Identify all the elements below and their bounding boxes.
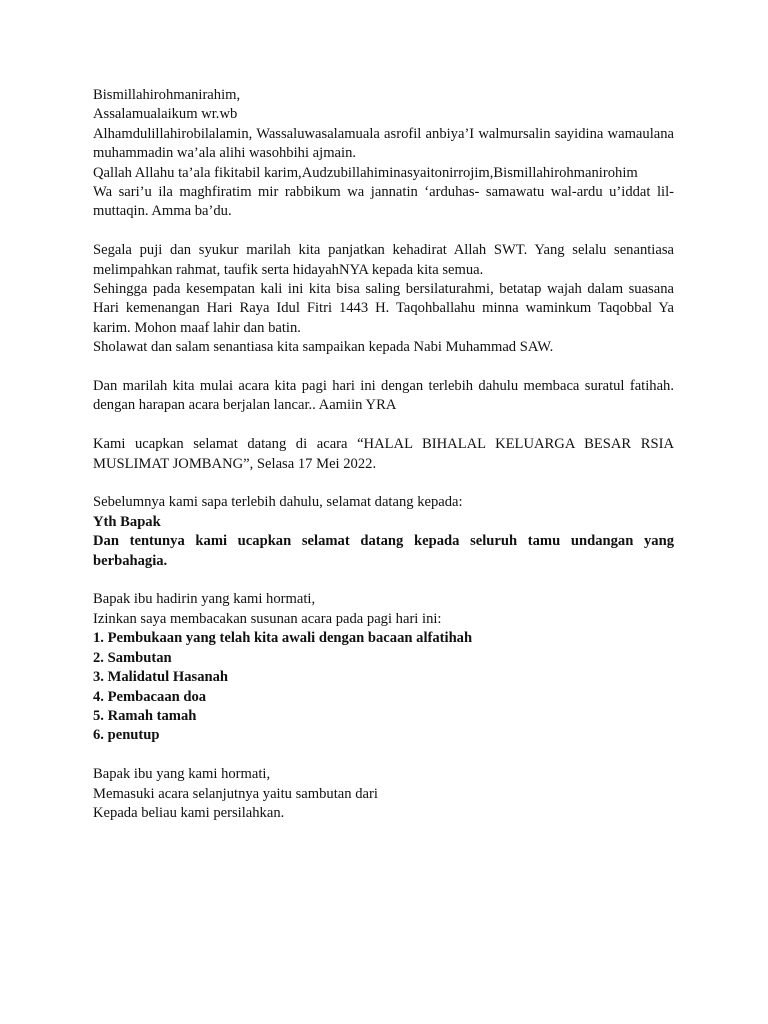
- salam-line: Assalamualaikum wr.wb: [93, 106, 238, 123]
- greeting-section: [93, 493, 674, 571]
- closing-next-line: Memasuki acara selanjutnya yaitu sambutan dari: [93, 785, 378, 802]
- agenda-item: 6. penutup: [93, 727, 160, 744]
- praise-paragraph: Segala puji dan syukur marilah kita panjatkan kehadirat Allah SWT. Yang selalu senantiasa melimpahkan rahmat, taufik serta hidayahNYA kepada kita semua.: [93, 242, 674, 278]
- fatihah-paragraph: Dan marilah kita mulai acara kita pagi hari ini dengan terlebih dahulu membaca suratul fatihah. dengan harapan acara berjalan lancar.. Aamiin YRA: [93, 378, 674, 414]
- document-page: [93, 86, 674, 823]
- sholawat-paragraph: Sholawat dan salam senantiasa kita sampaikan kepada Nabi Muhammad SAW.: [93, 339, 554, 356]
- agenda-item: 1. Pembukaan yang telah kita awali dengan bacaan alfatihah: [93, 630, 473, 647]
- greeting-yth: Yth Bapak: [93, 513, 161, 530]
- spacer: [93, 222, 674, 241]
- hamdalah-paragraph: Alhamdulillahirobilalamin, Wassaluwasalamuala asrofil anbiya’I walmursalin sayidina wamaulana muhammadin wa’ala alihi wasohbihi ajmain.: [93, 125, 674, 162]
- quran-intro-line: Qallah Allahu ta’ala fikitabil karim,Audzubillahiminasyaitonirrojim,Bismillahirohmanirohim: [93, 164, 638, 181]
- silaturahmi-paragraph: Sehingga pada kesempatan kali ini kita bisa saling bersilaturahmi, betatap wajah dalam suasana Hari kemenangan Hari Raya Idul Fitri 1443 H. Taqohballahu minna waminkum Taqobbal Ya karim. Mohon maaf lahir dan batin.: [93, 281, 674, 336]
- spacer: [93, 358, 674, 377]
- opening-section: [93, 86, 674, 222]
- quran-verse-paragraph: Wa sari’u ila maghfiratim mir rabbikum wa jannatin ‘arduhas- samawatu wal-ardu u’iddat lil-muttaqin. Amma ba’du.: [93, 184, 674, 220]
- greeting-intro: Sebelumnya kami sapa terlebih dahulu, selamat datang kepada:: [93, 494, 463, 511]
- agenda-item: 5. Ramah tamah: [93, 707, 197, 724]
- spacer: [93, 416, 674, 435]
- spacer: [93, 746, 674, 765]
- greeting-guests: Dan tentunya kami ucapkan selamat datang kepada seluruh tamu undangan yang berbahagia.: [93, 533, 674, 569]
- closing-invite-line: Kepada beliau kami persilahkan.: [93, 804, 285, 821]
- spacer: [93, 474, 674, 493]
- praise-section: [93, 241, 674, 357]
- agenda-section: [93, 590, 674, 745]
- agenda-item: 2. Sambutan: [93, 649, 172, 666]
- agenda-intro: Izinkan saya membacakan susunan acara pada pagi hari ini:: [93, 610, 442, 627]
- agenda-address: Bapak ibu hadirin yang kami hormati,: [93, 591, 316, 608]
- spacer: [93, 571, 674, 590]
- closing-address: Bapak ibu yang kami hormati,: [93, 766, 271, 783]
- agenda-item: 3. Malidatul Hasanah: [93, 669, 229, 686]
- welcome-paragraph: Kami ucapkan selamat datang di acara “HALAL BIHALAL KELUARGA BESAR RSIA MUSLIMAT JOMBANG”, Selasa 17 Mei 2022.: [93, 436, 674, 472]
- agenda-item: 4. Pembacaan doa: [93, 688, 207, 705]
- basmalah-line: Bismillahirohmanirahim,: [93, 87, 241, 103]
- closing-section: [93, 765, 674, 823]
